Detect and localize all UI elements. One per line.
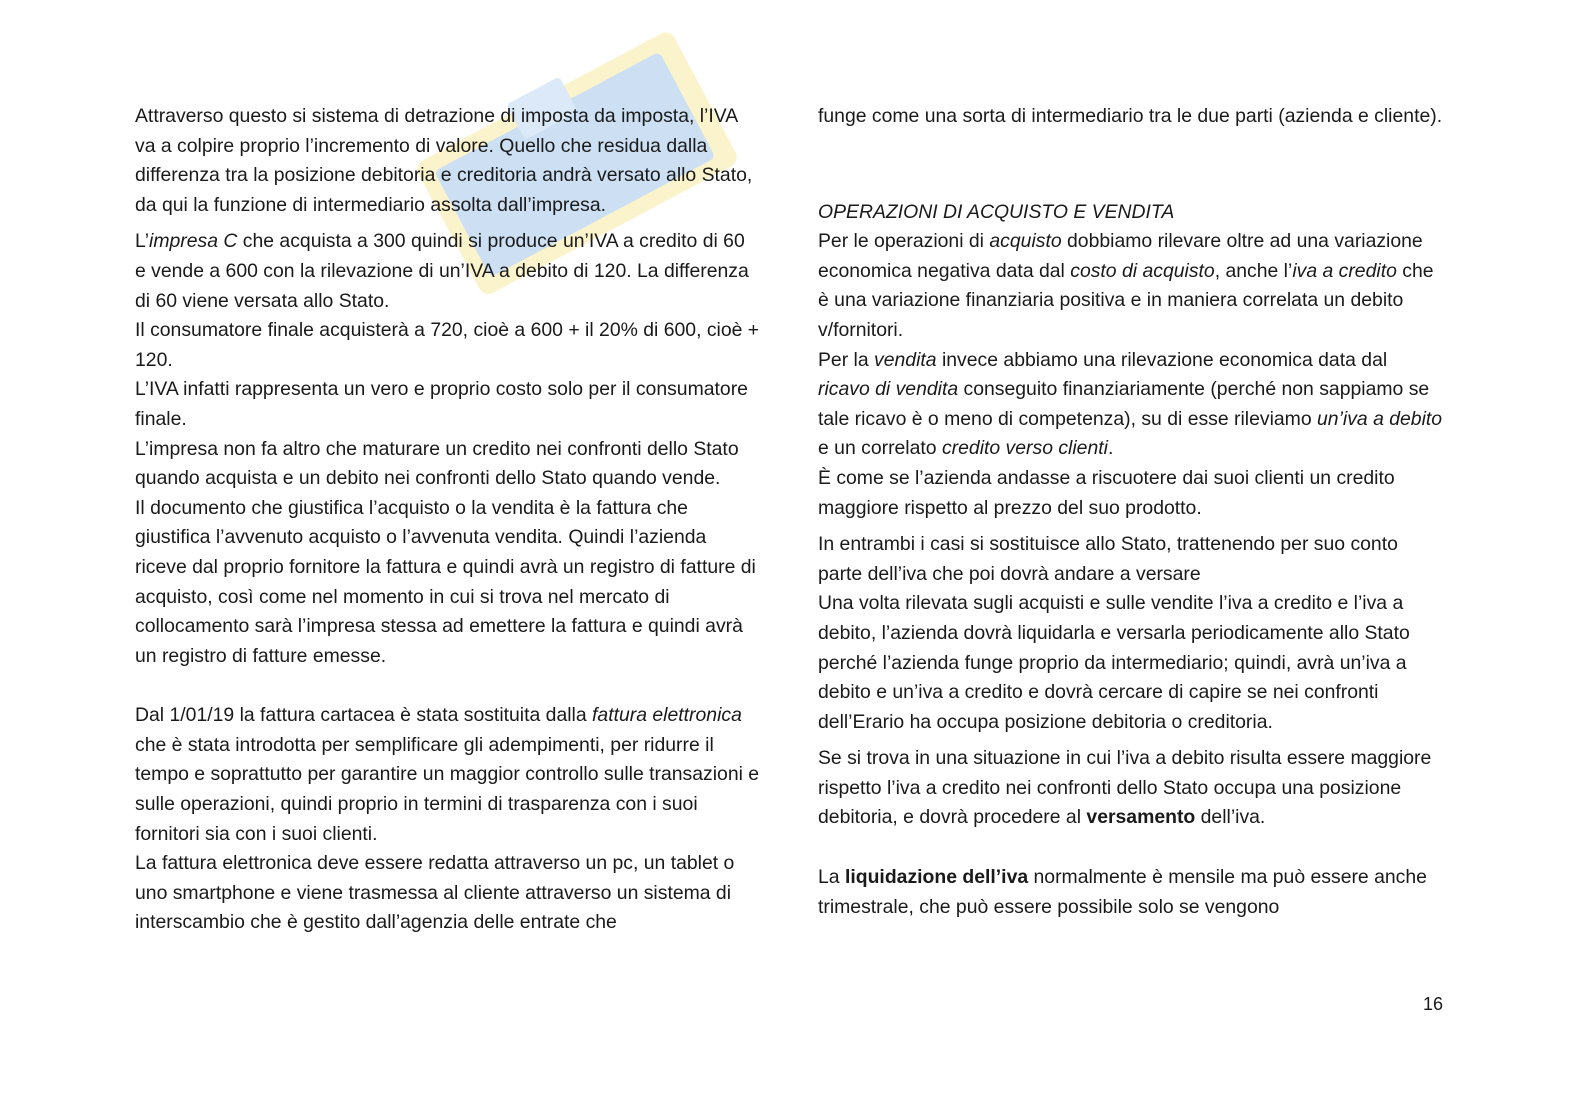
right-paragraph-2: Per le operazioni di acquisto dobbiamo rilevare oltre ad una variazione economica negativa data dal costo di acquisto, anche l’iva a credito che è una variazione finanziaria positiva e in maniera correlata un debito v/fornitori. Per la vendita invece abbiamo una rilevazione economica data dal ricavo di vendita conseguito finanziariamente (perché non sappiamo se tale ricavo è o meno di competenza), su di esse rileviamo un’iva a debito e un correlato credito verso clienti. È come se l’azienda andasse a riscuotere dai suoi clienti un credito maggiore rispetto al prezzo del suo prodotto. [818, 230, 1443, 519]
left-paragraph-3: Dal 1/01/19 la fattura cartacea è stata sostituita dalla fattura elettronica che è stata introdotta per semplificare gli adempimenti, per ridurre il tempo e soprattutto per garantire un maggior controllo sulle transazioni e sulle operazioni, quindi proprio in termini di trasparenza con i suoi fornitori sia con i suoi clienti. La fattura elettronica deve essere redatta attraverso un pc, un tablet o uno smartphone e viene trasmessa al cliente attraverso un sistema di interscambio che è gestito dall’agenzia delle entrate che [135, 704, 760, 934]
page-number: 16 [1422, 994, 1443, 1014]
right-paragraph-4: Se si trova in una situazione in cui l’iva a debito risulta essere maggiore rispetto l’iva a credito nei confronti dello Stato occupa una posizione debitoria, e dovrà procedere al versamento dell’iva. [818, 747, 1432, 829]
left-paragraph-1: Attraverso questo si sistema di detrazione di imposta da imposta, l’IVA va a colpire proprio l’incremento di valore. Quello che residua dalla differenza tra la posizione debitoria e creditoria andrà versato allo Stato, da qui la funzione di intermediario assolta dall’impresa. [135, 105, 753, 216]
section-heading: OPERAZIONI DI ACQUISTO E VENDITA [818, 200, 1175, 223]
right-paragraph-1: funge come una sorta di intermediario tra le due parti (azienda e cliente). [818, 105, 1443, 127]
right-column [818, 102, 1443, 922]
right-paragraph-3: In entrambi i casi si sostituisce allo Stato, trattenendo per suo conto parte dell’iva che poi dovrà andare a versare Una volta rilevata sugli acquisti e sulle vendite l’iva a credito e l’iva a debito, l’azienda dovrà liquidarla e versarla periodicamente allo Stato perché l’azienda funge proprio da intermediario; quindi, avrà un’iva a debito e un’iva a credito e dovrà cercare di capire se nei confronti dell’Erario ha occupa posizione debitoria o creditoria. [818, 533, 1410, 733]
left-paragraph-2: L’impresa C che acquista a 300 quindi si produce un’IVA a credito di 60 e vende a 600 con la rilevazione di un’IVA a debito di 120. La differenza di 60 viene versata allo Stato. Il consumatore finale acquisterà a 720, cioè a 600 + il 20% di 600, cioè + 120. L’IVA infatti rappresenta un vero e proprio costo solo per il consumatore finale. L’impresa non fa altro che maturare un credito nei confronti dello Stato quando acquista e un debito nei confronti dello Stato quando vende. Il documento che giustifica l’acquisto o la vendita è la fattura che giustifica l’avvenuto acquisto o l’avvenuta vendita. Quindi l’azienda riceve dal proprio fornitore la fattura e quindi avrà un registro di fatture di acquisto, così come nel momento in cui si trova nel mercato di collocamento sarà l’impresa stessa ad emettere la fattura e quindi avrà un registro di fatture emesse. [135, 230, 760, 667]
left-column [135, 102, 760, 938]
right-paragraph-5: La liquidazione dell’iva normalmente è mensile ma può essere anche trimestrale, che può essere possibile solo se vengono [818, 866, 1427, 918]
